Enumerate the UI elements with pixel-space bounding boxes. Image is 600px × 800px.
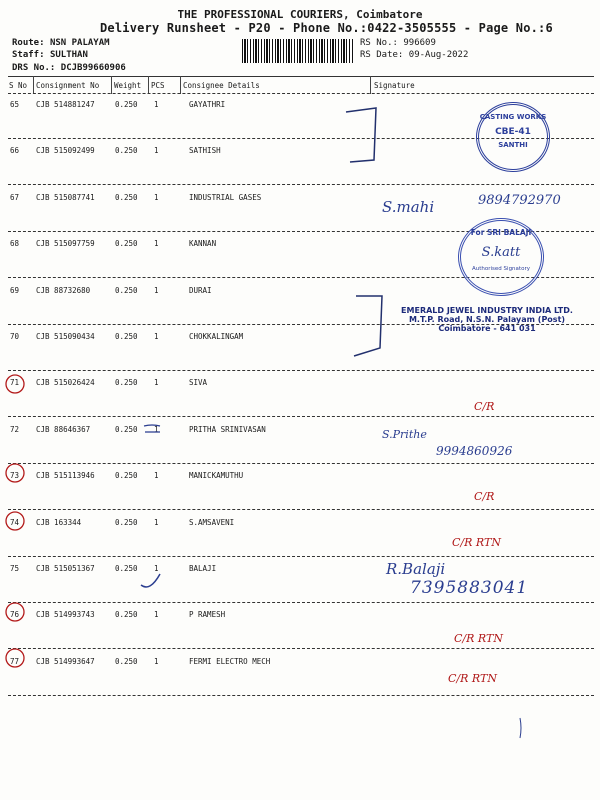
cell-sno: 66 (10, 146, 20, 155)
cell-consignee: S.AMSAVENI (189, 518, 235, 527)
cell-weight: 0.250 (115, 146, 138, 155)
cell-pcs: 1 (154, 378, 159, 387)
stamp-line: For SRI BALAJI (470, 228, 532, 237)
signature-row67: S.mahi (382, 198, 435, 216)
rs-no-label: RS No.: (360, 38, 398, 48)
phone-row72: 9994860926 (436, 444, 513, 458)
bracket-mark (354, 296, 382, 356)
cell-consignment: CJB 515087741 (36, 193, 95, 202)
phone-row75: 7395883041 (410, 578, 529, 598)
circle-mark (6, 649, 24, 667)
cell-weight: 0.250 (115, 286, 138, 295)
stamp-line: CBE-41 (495, 127, 531, 137)
cell-pcs: 1 (154, 610, 159, 619)
cell-pcs: 1 (154, 100, 159, 109)
circle-mark (6, 603, 24, 621)
cell-consignee: PRITHA SRINIVASAN (189, 425, 266, 434)
cell-consignee: FERMI ELECTRO MECH (189, 657, 271, 666)
cell-weight: 0.250 (115, 378, 138, 387)
col-signature: Signature (374, 81, 415, 90)
cell-consignee: SATHISH (189, 146, 221, 155)
rs-no-value: 996609 (403, 38, 436, 48)
bracket-mark (346, 108, 376, 162)
cell-pcs: 1 (154, 471, 159, 480)
company-title: THE PROFESSIONAL COURIERS, Coimbatore (177, 8, 423, 21)
rs-date-label: RS Date: (360, 50, 404, 60)
cell-sno: 77 (10, 657, 20, 666)
cell-consignee: P RAMESH (189, 610, 226, 619)
cell-consignee: BALAJI (189, 564, 217, 573)
cell-sno: 74 (10, 518, 20, 527)
cell-consignee: INDUSTRIAL GASES (189, 193, 262, 202)
pen-stroke (144, 425, 160, 432)
cell-weight: 0.250 (115, 518, 138, 527)
tick-mark (141, 574, 160, 587)
col-consignee: Consignee Details (183, 81, 260, 90)
cell-sno: 75 (10, 564, 20, 573)
cell-weight: 0.250 (115, 425, 138, 434)
cell-pcs: 1 (154, 146, 159, 155)
stamp-line: Coimbatore - 641 031 (438, 324, 536, 333)
cell-weight: 0.250 (115, 471, 138, 480)
rtn-mark-row74: C/R RTN (452, 536, 501, 549)
col-sno: S No (9, 81, 28, 90)
pen-stroke (520, 718, 521, 738)
cell-consignee: GAYATHRI (189, 100, 226, 109)
route-label: Route: (12, 38, 45, 48)
cell-pcs: 1 (154, 564, 159, 573)
cell-sno: 73 (10, 471, 20, 480)
cell-weight: 0.250 (115, 193, 138, 202)
cell-consignment: CJB 514993647 (36, 657, 95, 666)
cell-sno: 71 (10, 378, 20, 387)
cell-consignment: CJB 515092499 (36, 146, 95, 155)
stamp-line: CASTING WORKS (479, 113, 547, 121)
santhi-casting-stamp (476, 102, 550, 172)
cell-consignment: CJB 515097759 (36, 239, 95, 248)
cell-consignment: CJB 88732680 (36, 286, 91, 295)
circle-mark (6, 375, 24, 393)
cell-weight: 0.250 (115, 100, 138, 109)
stamp-line: Authorised Signatory (472, 266, 530, 272)
cell-weight: 0.250 (115, 239, 138, 248)
rtn-mark-row76: C/R RTN (454, 632, 503, 645)
phone-row67: 9894792970 (478, 193, 561, 208)
cell-consignee: DURAI (189, 286, 212, 295)
cell-consignment: CJB 515113946 (36, 471, 95, 480)
cell-pcs: 1 (154, 425, 159, 434)
cr-mark-row73: C/R (474, 490, 495, 503)
signature-row72: S.Prithe (382, 428, 427, 441)
cell-sno: 67 (10, 193, 20, 202)
cell-consignment: CJB 515051367 (36, 564, 95, 573)
cell-sno: 76 (10, 610, 20, 619)
runsheet-subtitle: Delivery Runsheet - P20 - Phone No.:0422-3505555 - Page No.:6 (100, 21, 553, 35)
stamp-line: SANTHI (498, 141, 528, 149)
staff-value: SULTHAN (49, 50, 88, 60)
cell-weight: 0.250 (115, 332, 138, 341)
col-weight: Weight (114, 81, 142, 90)
rtn-mark-row77: C/R RTN (448, 672, 497, 685)
col-consignment: Consignment No (36, 81, 100, 90)
cell-sno: 70 (10, 332, 20, 341)
cell-sno: 69 (10, 286, 20, 295)
drs-value: DCJB99660906 (60, 63, 126, 73)
drs-label: DRS No.: (12, 63, 56, 73)
cell-consignment: CJB 515090434 (36, 332, 95, 341)
cell-consignee: SIVA (189, 378, 208, 387)
cell-sno: 72 (10, 425, 20, 434)
stamp-line: M.T.P. Road, N.S.N. Palayam (Post) (408, 315, 566, 324)
staff-label: Staff: (12, 50, 45, 60)
circle-mark (6, 464, 24, 482)
rs-date-value: 09-Aug-2022 (408, 50, 469, 60)
circle-mark (6, 512, 24, 530)
signature-row75: R.Balaji (386, 560, 446, 578)
cell-pcs: 1 (154, 239, 159, 248)
cell-consignee: CHOKKALINGAM (189, 332, 244, 341)
cell-weight: 0.250 (115, 657, 138, 666)
cell-sno: 68 (10, 239, 20, 248)
cell-pcs: 1 (154, 193, 159, 202)
cell-consignee: KANNAN (189, 239, 217, 248)
cell-pcs: 1 (154, 657, 159, 666)
cell-weight: 0.250 (115, 610, 138, 619)
emerald-jewel-stamp (384, 306, 590, 333)
col-pcs: PCS (151, 81, 165, 90)
cell-consignment: CJB 514993743 (36, 610, 95, 619)
cell-weight: 0.250 (115, 564, 138, 573)
cell-consignment: CJB 88646367 (36, 425, 91, 434)
cell-sno: 65 (10, 100, 20, 109)
cell-consignment: CJB 515026424 (36, 378, 95, 387)
sri-balaji-stamp (458, 218, 544, 296)
cr-mark-row71: C/R (474, 400, 495, 413)
signature-row68: S.katt (481, 245, 521, 260)
cell-consignment: CJB 163344 (36, 518, 82, 527)
route-value: NSN PALAYAM (49, 38, 110, 48)
cell-consignee: MANICKAMUTHU (189, 471, 244, 480)
cell-pcs: 1 (154, 518, 159, 527)
cell-pcs: 1 (154, 286, 159, 295)
stamp-line: EMERALD JEWEL INDUSTRY INDIA LTD. (401, 306, 573, 315)
cell-consignment: CJB 514881247 (36, 100, 95, 109)
cell-pcs: 1 (154, 332, 159, 341)
